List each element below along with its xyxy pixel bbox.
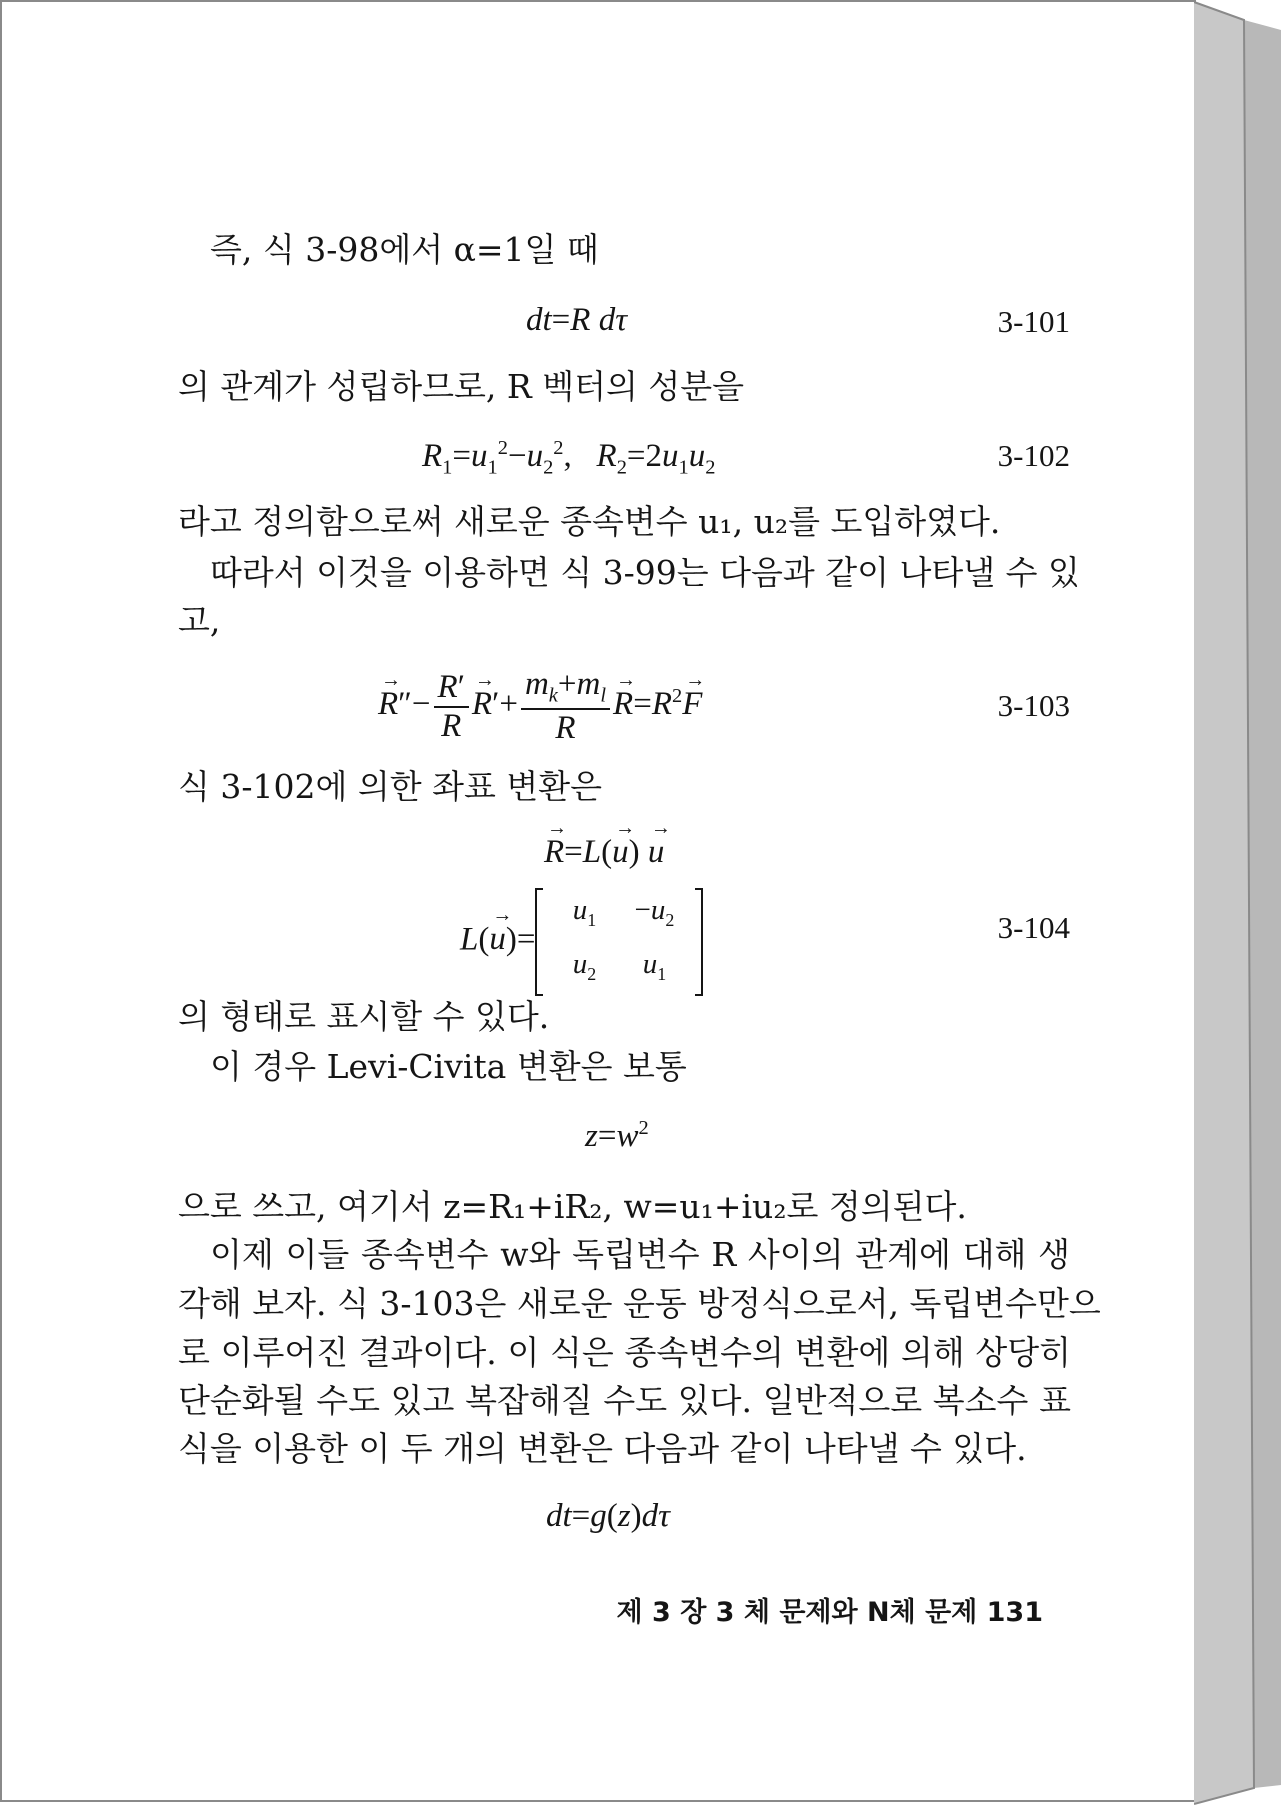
text-line-13: 단순화될 수도 있고 복잡해질 수도 있다. 일반적으로 복소수 표 bbox=[178, 1381, 1071, 1420]
equation-levi-civita: $z=w^2$ bbox=[585, 1117, 649, 1154]
equation-number-103: 3-103 bbox=[997, 688, 1070, 723]
text-line-12: 로 이루어진 결과이다. 이 식은 종속변수의 변환에 의해 상당히 bbox=[178, 1333, 1071, 1372]
text-line-3: 라고 정의함으로써 새로운 종속변수 u₁, u₂를 도입하였다. bbox=[178, 502, 1001, 541]
equation-3-102: $R_1=u_1^2-u_2^2$, $R_2=2u_1u_2$ bbox=[422, 437, 716, 479]
equation-3-103: → R″− $\frac{R'}{R}$ → R′+ $\frac{m_k+m_l}{R}$ → $R=R^2\to F$ bbox=[378, 668, 702, 745]
text-line-2: 의 관계가 성립하므로, R 벡터의 성분을 bbox=[178, 367, 744, 406]
equation-time-transform: dt=g(z)dτ bbox=[546, 1498, 670, 1534]
equation-transform: → R=L(→ u) → u bbox=[544, 836, 664, 869]
text-line-1: 즉, 식 3-98에서 α=1일 때 bbox=[210, 230, 599, 269]
equation-3-101: dt=R dτ bbox=[526, 302, 628, 338]
equation-number-104: 3-104 bbox=[997, 910, 1070, 945]
equation-number-101: 3-101 bbox=[997, 304, 1070, 339]
text-line-11: 각해 보자. 식 3-103은 새로운 운동 방정식으로서, 독립변수만으 bbox=[178, 1284, 1101, 1323]
text-line-10: 이제 이들 종속변수 w와 독립변수 R 사이의 관계에 대해 생 bbox=[210, 1235, 1070, 1274]
text-line-4: 따라서 이것을 이용하면 식 3-99는 다음과 같이 나타낼 수 있 bbox=[210, 553, 1080, 592]
text-line-7: 의 형태로 표시할 수 있다. bbox=[178, 997, 550, 1036]
text-line-5: 고, bbox=[178, 601, 221, 640]
text-line-6: 식 3-102에 의한 좌표 변환은 bbox=[178, 767, 602, 806]
equation-number-102: 3-102 bbox=[997, 438, 1070, 473]
text-line-14: 식을 이용한 이 두 개의 변환은 다음과 같이 나타낼 수 있다. bbox=[178, 1429, 1027, 1468]
text-line-8: 이 경우 Levi-Civita 변환은 보통 bbox=[210, 1047, 687, 1086]
text-line-9: 으로 쓰고, 여기서 z=R₁+iR₂, w=u₁+iu₂로 정의된다. bbox=[178, 1187, 967, 1226]
page-footer: 제 3 장 3 체 문제와 N체 문제 131 bbox=[616, 1597, 1043, 1628]
equation-3-104: L(→ u)= $u_1 -u_2$ $u_2$ $u_1$ bbox=[460, 888, 703, 996]
page-spine-shadow bbox=[1194, 0, 1281, 1806]
